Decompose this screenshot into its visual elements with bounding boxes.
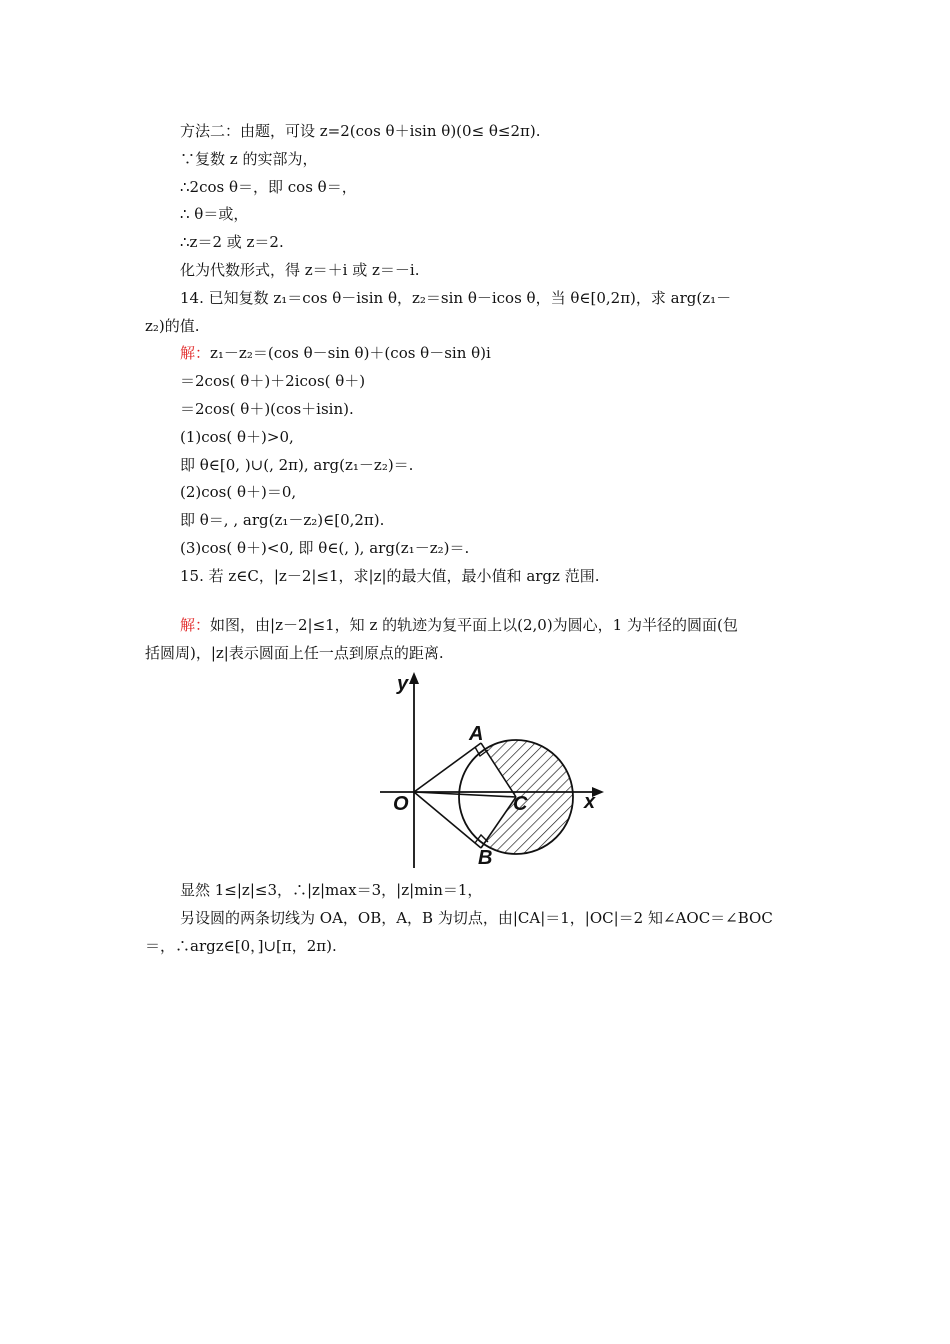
- solution-14-line-5: 即 θ∈[0, )∪(, 2π), arg(z₁－z₂)＝.: [180, 456, 414, 474]
- solution-14-line-4: (1)cos( θ＋)>0,: [180, 428, 294, 446]
- solution-label: 解：: [180, 344, 211, 362]
- solution-15-line-3: 显然 1≤|z|≤3，∴|z|max＝3，|z|min＝1，: [180, 881, 483, 899]
- center-label: C: [513, 793, 528, 815]
- solution-text: z₁－z₂＝(cos θ－sin θ)＋(cos θ－sin θ)i: [210, 344, 491, 362]
- problem-15: 15. 若 z∈C，|z－2|≤1，求|z|的最大值，最小值和 argz 范围.: [180, 567, 600, 585]
- origin-label: O: [393, 793, 409, 815]
- point-a-label: A: [469, 723, 484, 745]
- text-line-4: ∴ θ＝或，: [180, 205, 249, 223]
- solution-15-line-2: 括圆周)，|z|表示圆面上任一点到原点的距离.: [145, 644, 444, 662]
- y-axis-label: y: [397, 673, 409, 695]
- y-axis-arrow: [409, 672, 419, 684]
- solution-14-line-1: [180, 343, 491, 363]
- solution-14-line-7: 即 θ＝, , arg(z₁－z₂)∈[0,2π).: [180, 511, 385, 529]
- point-b-label: B: [478, 847, 493, 869]
- solution-14-line-2: ＝2cos( θ＋)＋2icos( θ＋): [180, 372, 366, 390]
- text-line-3: ∴2cos θ＝，即 cos θ＝，: [180, 178, 357, 196]
- problem-14-line-2: z₂)的值.: [145, 317, 200, 335]
- circle-tangent-figure: [378, 672, 604, 872]
- x-axis-label: x: [584, 791, 596, 813]
- text-line-6: 化为代数形式，得 z＝＋i 或 z＝－i.: [180, 261, 420, 279]
- solution-15-line-1: [180, 615, 738, 635]
- solution-15-line-5: ＝，∴argz∈[0，]∪[π，2π).: [145, 937, 337, 955]
- text-line-2: ∵复数 z 的实部为，: [180, 150, 318, 168]
- solution-15-line-4: 另设圆的两条切线为 OA，OB，A，B 为切点，由|CA|＝1，|OC|＝2 知∠AOC＝∠BOC: [180, 909, 773, 927]
- text-line-5: ∴z＝2 或 z＝2.: [180, 233, 284, 251]
- solution-label: 解：: [180, 616, 211, 634]
- hatched-disk: [414, 740, 573, 854]
- text-line-1: 方法二：由题，可设 z=2(cos θ＋isin θ)(0≤ θ≤2π).: [180, 122, 541, 140]
- problem-14-line-1: 14. 已知复数 z₁＝cos θ－isin θ，z₂＝sin θ－icos θ，当 θ∈[0,2π)，求 arg(z₁－: [180, 289, 732, 307]
- solution-text: 如图，由|z－2|≤1，知 z 的轨迹为复平面上以(2,0)为圆心，1 为半径的圆面(包: [210, 616, 738, 634]
- solution-14-line-6: (2)cos( θ＋)＝0,: [180, 483, 297, 501]
- solution-14-line-3: ＝2cos( θ＋)(cos＋isin).: [180, 400, 354, 418]
- solution-14-line-8: (3)cos( θ＋)<0, 即 θ∈(, ), arg(z₁－z₂)＝.: [180, 539, 470, 557]
